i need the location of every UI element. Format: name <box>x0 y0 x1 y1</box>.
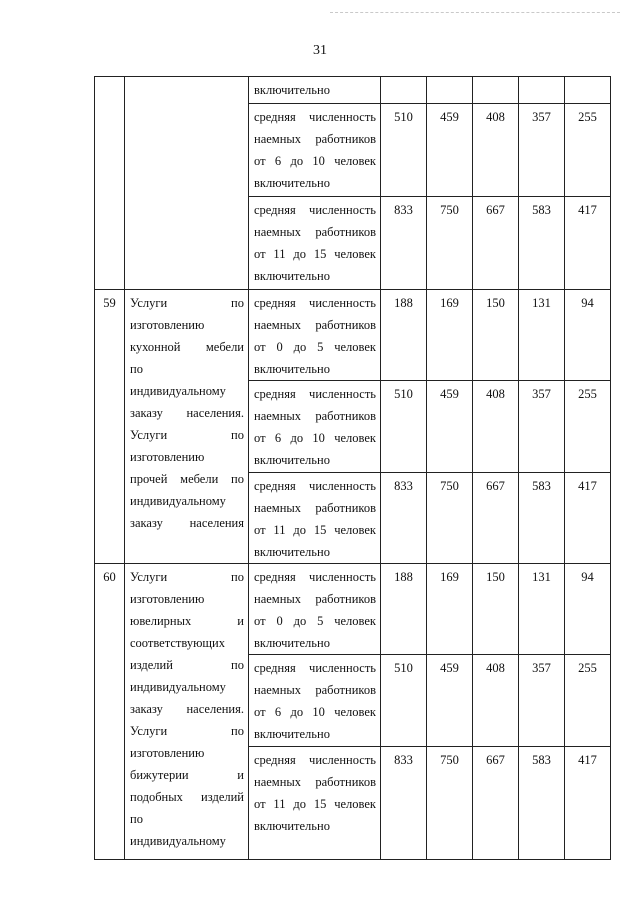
rate-value-cell: 583 <box>519 473 565 564</box>
condition-line: включительно <box>254 176 330 190</box>
rate-value-cell <box>381 77 427 104</box>
rate-value-cell: 417 <box>565 473 611 564</box>
rate-value-cell: 510 <box>381 381 427 473</box>
row-number-cell <box>95 77 125 290</box>
service-line: подобных изделий <box>130 790 244 804</box>
rate-value-cell: 459 <box>427 381 473 473</box>
row-number-cell: 59 <box>95 290 125 564</box>
condition-line: средняя численность <box>254 661 376 675</box>
condition-cell <box>249 655 381 747</box>
rate-value-cell: 417 <box>565 197 611 290</box>
condition-line: наемных работников <box>254 592 376 606</box>
row-number-cell: 60 <box>95 564 125 860</box>
service-line: соответствующих <box>130 636 225 650</box>
condition-line: средняя численность <box>254 387 376 401</box>
condition-line: средняя численность <box>254 479 376 493</box>
table-body <box>95 77 611 860</box>
rate-value-cell: 408 <box>473 381 519 473</box>
service-line: изготовлению <box>130 746 205 760</box>
condition-line: средняя численность <box>254 753 376 767</box>
rate-value-cell <box>519 77 565 104</box>
rate-value-cell: 408 <box>473 655 519 747</box>
condition-line: включительно <box>254 545 330 559</box>
service-line: бижутерии и <box>130 768 244 782</box>
service-line: Услуги по <box>130 570 244 584</box>
condition-cell <box>249 747 381 860</box>
rate-value-cell: 357 <box>519 655 565 747</box>
condition-cell <box>249 381 381 473</box>
service-line: индивидуальному <box>130 494 226 508</box>
rate-value-cell: 583 <box>519 197 565 290</box>
condition-line: от 11 до 15 человек <box>254 797 376 811</box>
rate-value-cell: 131 <box>519 290 565 381</box>
rate-value-cell: 510 <box>381 104 427 197</box>
rate-value-cell: 667 <box>473 473 519 564</box>
service-line: заказу населения. <box>130 702 244 716</box>
rate-value-cell: 583 <box>519 747 565 860</box>
condition-line: включительно <box>254 819 330 833</box>
condition-line: от 6 до 10 человек <box>254 431 376 445</box>
condition-line: наемных работников <box>254 225 376 239</box>
rate-value-cell: 357 <box>519 104 565 197</box>
rate-value-cell: 131 <box>519 564 565 655</box>
rate-value-cell: 459 <box>427 104 473 197</box>
condition-line: наемных работников <box>254 501 376 515</box>
table-row <box>95 564 611 655</box>
rate-value-cell: 188 <box>381 290 427 381</box>
condition-line: включительно <box>254 636 330 650</box>
service-line: по <box>130 812 143 826</box>
condition-line: от 6 до 10 человек <box>254 154 376 168</box>
service-line: Услуги по <box>130 428 244 442</box>
condition-line: включительно <box>254 83 330 97</box>
service-cell <box>125 77 249 290</box>
rate-value-cell: 408 <box>473 104 519 197</box>
service-line: изготовлению <box>130 592 205 606</box>
condition-line: включительно <box>254 727 330 741</box>
rate-value-cell: 150 <box>473 290 519 381</box>
service-line: Услуги по <box>130 724 244 738</box>
rate-value-cell: 357 <box>519 381 565 473</box>
rate-value-cell: 169 <box>427 564 473 655</box>
rate-value-cell: 417 <box>565 747 611 860</box>
service-cell <box>125 564 249 860</box>
condition-cell <box>249 290 381 381</box>
service-line: изделий по <box>130 658 244 672</box>
rate-value-cell: 833 <box>381 747 427 860</box>
service-line: изготовлению <box>130 318 205 332</box>
rate-value-cell: 833 <box>381 197 427 290</box>
rate-value-cell: 750 <box>427 473 473 564</box>
rate-value-cell: 150 <box>473 564 519 655</box>
condition-line: наемных работников <box>254 132 376 146</box>
page-number: 31 <box>313 43 327 58</box>
service-line: индивидуальному <box>130 834 226 848</box>
rate-value-cell: 188 <box>381 564 427 655</box>
rate-value-cell: 510 <box>381 655 427 747</box>
scan-artifact-line <box>330 12 620 14</box>
service-line: изготовлению <box>130 450 205 464</box>
rate-value-cell: 169 <box>427 290 473 381</box>
rate-value-cell: 750 <box>427 747 473 860</box>
table-row <box>95 290 611 381</box>
condition-cell <box>249 77 381 104</box>
rate-value-cell <box>565 77 611 104</box>
condition-line: наемных работников <box>254 409 376 423</box>
service-line: индивидуальному <box>130 384 226 398</box>
service-line: по <box>130 362 143 376</box>
condition-line: средняя численность <box>254 570 376 584</box>
rate-value-cell: 94 <box>565 564 611 655</box>
condition-line: включительно <box>254 453 330 467</box>
condition-cell <box>249 473 381 564</box>
rate-value-cell <box>427 77 473 104</box>
condition-line: включительно <box>254 269 330 283</box>
condition-line: средняя численность <box>254 296 376 310</box>
condition-line: от 11 до 15 человек <box>254 523 376 537</box>
rate-value-cell: 750 <box>427 197 473 290</box>
condition-line: наемных работников <box>254 775 376 789</box>
tariff-table <box>94 76 611 860</box>
table-row <box>95 77 611 104</box>
condition-line: от 6 до 10 человек <box>254 705 376 719</box>
service-line: заказу населения <box>130 516 244 530</box>
service-line: Услуги по <box>130 296 244 310</box>
condition-line: наемных работников <box>254 683 376 697</box>
rate-value-cell: 833 <box>381 473 427 564</box>
rate-value-cell: 667 <box>473 747 519 860</box>
condition-line: от 0 до 5 человек <box>254 614 376 628</box>
condition-cell <box>249 564 381 655</box>
service-line: индивидуальному <box>130 680 226 694</box>
condition-cell <box>249 104 381 197</box>
condition-cell <box>249 197 381 290</box>
condition-line: средняя численность <box>254 110 376 124</box>
service-line: ювелирных и <box>130 614 244 628</box>
condition-line: средняя численность <box>254 203 376 217</box>
rate-value-cell: 667 <box>473 197 519 290</box>
rate-value-cell: 255 <box>565 381 611 473</box>
service-line: заказу населения. <box>130 406 244 420</box>
condition-line: наемных работников <box>254 318 376 332</box>
service-cell <box>125 290 249 564</box>
service-line: прочей мебели по <box>130 472 244 486</box>
condition-line: от 0 до 5 человек <box>254 340 376 354</box>
rate-value-cell: 94 <box>565 290 611 381</box>
condition-line: от 11 до 15 человек <box>254 247 376 261</box>
rate-value-cell: 255 <box>565 104 611 197</box>
condition-line: включительно <box>254 362 330 376</box>
service-line: кухонной мебели <box>130 340 244 354</box>
rate-value-cell: 255 <box>565 655 611 747</box>
rate-value-cell <box>473 77 519 104</box>
rate-value-cell: 459 <box>427 655 473 747</box>
